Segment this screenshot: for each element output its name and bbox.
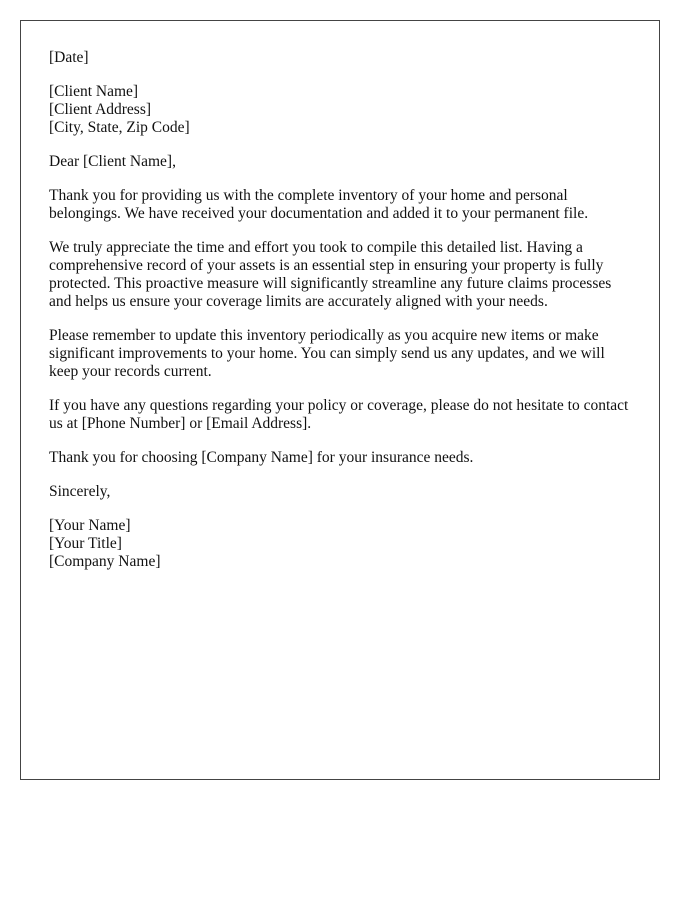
signature-name: [Your Name] (49, 517, 131, 534)
recipient-name: [Client Name] (49, 83, 139, 100)
body-paragraph-2: We truly appreciate the time and effort you took to compile this detailed list. Having a comprehensive record of your assets is an essential step in ensuring your property is fully protected. This proactive measure will significantly streamline any future claims processes and helps us ensure your coverage limits are accurately aligned with your needs. (49, 239, 612, 310)
recipient-address: [Client Address] (49, 101, 152, 118)
signature-company: [Company Name] (49, 553, 161, 570)
body-paragraph-5: Thank you for choosing [Company Name] for your insurance needs. (49, 449, 474, 466)
recipient-block (49, 83, 631, 137)
salutation: Dear [Client Name], (49, 153, 176, 170)
body-paragraph-1: Thank you for providing us with the complete inventory of your home and personal belongings. We have received your documentation and added it to your permanent file. (49, 187, 589, 222)
recipient-city-state-zip: [City, State, Zip Code] (49, 119, 190, 136)
date-text: [Date] (49, 49, 89, 66)
body-paragraph-3: Please remember to update this inventory periodically as you acquire new items or make significant improvements to your home. You can simply send us any updates, and we will keep your records current. (49, 327, 605, 380)
signature-block (49, 517, 631, 571)
body-paragraph-4: If you have any questions regarding your policy or coverage, please do not hesitate to contact us at [Phone Number] or [Email Address]. (49, 397, 629, 432)
signature-title: [Your Title] (49, 535, 122, 552)
closing: Sincerely, (49, 483, 111, 500)
letter-page (20, 20, 660, 780)
letter-date (49, 49, 631, 67)
